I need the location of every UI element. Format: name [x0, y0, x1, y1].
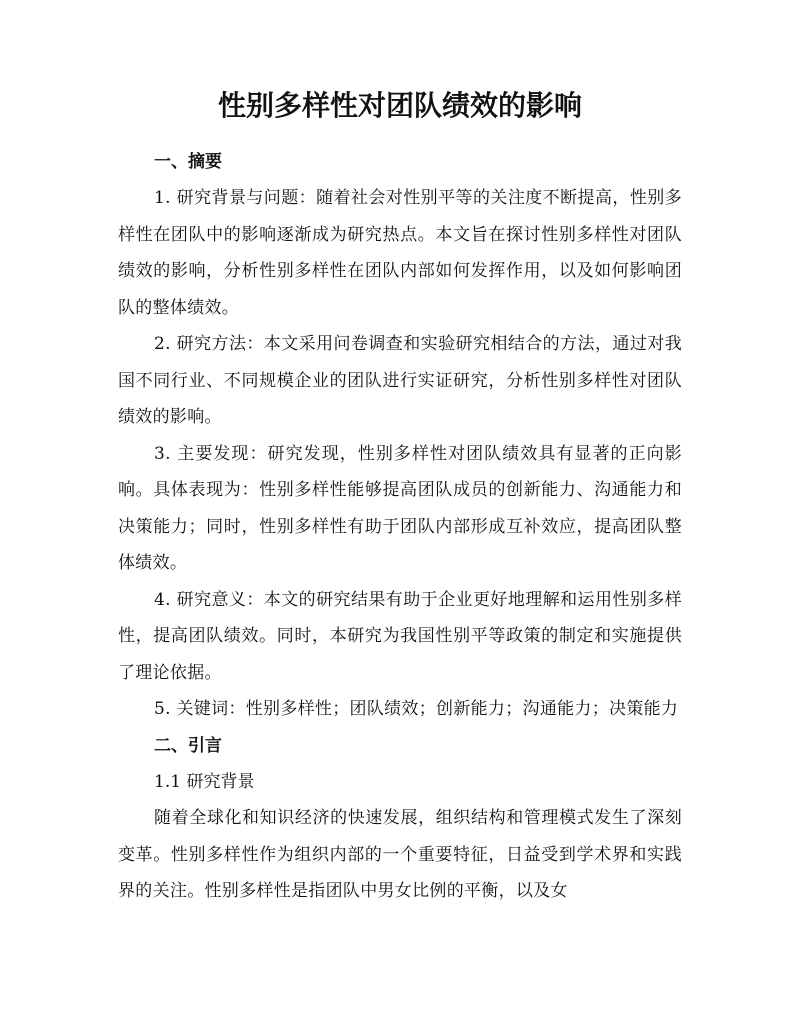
document-title: 性别多样性对团队绩效的影响 — [217, 89, 582, 122]
abstract-paragraph-background: 1. 研究背景与问题：随着社会对性别平等的关注度不断提高，性别多样性在团队中的影响逐渐成为研究热点。本文旨在探讨性别多样性对团队绩效的影响，分析性别多样性在团队内部如何发挥作用，以及如何影响团队的整体绩效。 — [118, 188, 682, 318]
section-heading-abstract: 一、摘要 — [154, 152, 222, 172]
introduction-paragraph: 随着全球化和知识经济的快速发展，组织结构和管理模式发生了深刻变革。性别多样性作为组织内部的一个重要特征，日益受到学术界和实践界的关注。性别多样性是指团队中男女比例的平衡，以及女 — [118, 808, 682, 901]
abstract-paragraph-method: 2. 研究方法：本文采用问卷调查和实验研究相结合的方法，通过对我国不同行业、不同规模企业的团队进行实证研究，分析性别多样性对团队绩效的影响。 — [118, 334, 682, 427]
subsection-heading-background: 1.1 研究背景 — [154, 771, 255, 792]
document-body — [118, 144, 682, 910]
section-heading-introduction: 二、引言 — [154, 735, 222, 756]
abstract-paragraph-findings: 3. 主要发现：研究发现，性别多样性对团队绩效具有显著的正向影响。具体表现为：性别多样性能够提高团队成员的创新能力、沟通能力和决策能力；同时，性别多样性有助于团队内部形成互补效应，提高团队整体绩效。 — [118, 443, 682, 573]
abstract-paragraph-significance: 4. 研究意义：本文的研究结果有助于企业更好地理解和运用性别多样性，提高团队绩效。同时，本研究为我国性别平等政策的制定和实施提供了理论依据。 — [118, 589, 682, 683]
abstract-paragraph-keywords: 5. 关键词：性别多样性；团队绩效；创新能力；沟通能力；决策能力 — [154, 699, 679, 719]
